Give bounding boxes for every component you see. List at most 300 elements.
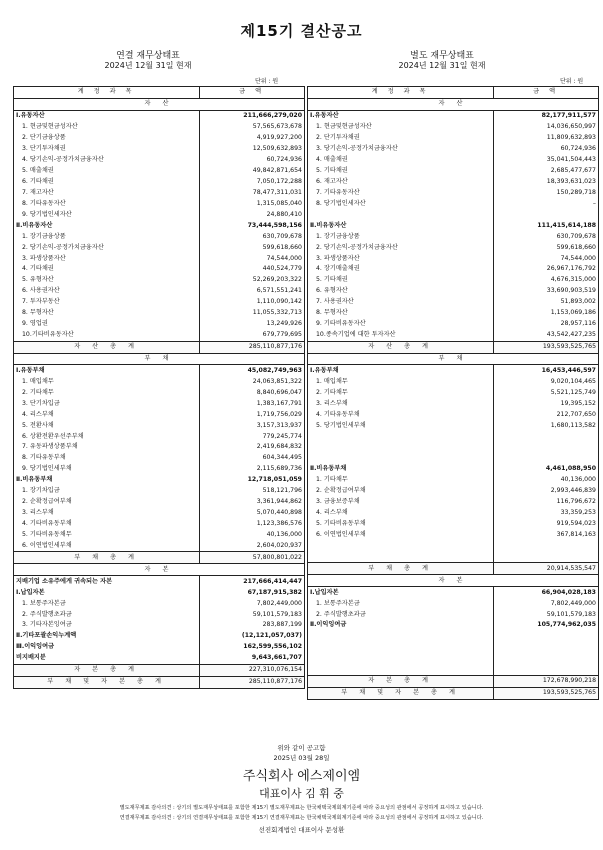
- amount-value: 82,177,911,577: [494, 110, 599, 121]
- table-row: [308, 220, 599, 231]
- amount-value: 2,115,689,736: [200, 464, 305, 475]
- amount-value: 7,050,172,288: [200, 177, 305, 188]
- table-row: [308, 598, 599, 609]
- amount-value: 40,136,000: [200, 530, 305, 541]
- table-row: [308, 609, 599, 620]
- total-row: [308, 563, 599, 575]
- column-header-account: 계 정 과 목: [308, 87, 494, 99]
- table-row: [14, 166, 305, 177]
- account-label: 4. 장기매출채권: [316, 265, 360, 273]
- account-label: 3. 리스부채: [316, 399, 348, 407]
- total-row: [308, 675, 599, 687]
- amount-value: 9,643,661,707: [200, 653, 305, 664]
- account-label: [308, 540, 494, 551]
- table-row: [14, 576, 305, 587]
- amount-value: 4,919,927,200: [200, 133, 305, 144]
- amount-value: 26,967,176,792: [494, 264, 599, 275]
- account-label: 8. 당기법인세자산: [316, 199, 366, 207]
- amount-value: 150,289,718: [494, 187, 599, 198]
- account-label: Ⅱ.기타포괄손익누계액: [16, 632, 77, 640]
- amount-value: 105,774,962,035: [494, 620, 599, 631]
- amount-value: 24,063,851,322: [200, 376, 305, 387]
- amount-value: 630,709,678: [494, 231, 599, 242]
- consolidated-heading-block: [13, 51, 283, 71]
- separate-unit: 단위 : 원: [560, 78, 584, 85]
- amount-value: 599,618,660: [494, 242, 599, 253]
- amount-value: [494, 664, 599, 675]
- table-row: [14, 475, 305, 486]
- table-row: [308, 122, 599, 133]
- column-header-amount: 금 액: [200, 87, 305, 99]
- notice-line: 위와 같이 공고함: [277, 744, 326, 752]
- table-row: [308, 264, 599, 275]
- account-label: 4. 당기손익-공정가치금융자산: [22, 156, 104, 164]
- table-row: [14, 209, 305, 220]
- account-label: Ⅲ.이익잉여금: [16, 643, 55, 651]
- column-header-account: 계 정 과 목: [14, 87, 200, 99]
- amount-value: 1,153,069,186: [494, 308, 599, 319]
- amount-value: 59,101,579,183: [494, 609, 599, 620]
- account-label: 6. 기타채권: [22, 177, 54, 185]
- account-label: 부 채 총 계: [308, 563, 494, 575]
- amount-value: 285,110,877,176: [200, 676, 305, 688]
- account-label: 7. 재고자산: [22, 188, 54, 196]
- account-label: 6. 유형자산: [316, 287, 348, 295]
- account-label: 10.기타비유동자산: [22, 331, 74, 339]
- account-label: 부 채 총 계: [14, 552, 200, 564]
- table-row: [308, 376, 599, 387]
- section-label: 자 본: [308, 575, 599, 587]
- table-row: [308, 519, 599, 530]
- section-header-row: [308, 353, 599, 365]
- account-label: 1. 장기금융상품: [316, 232, 360, 240]
- table-row: [308, 431, 599, 442]
- account-label: 2. 단기금융상품: [22, 134, 66, 142]
- amount-value: 604,344,495: [200, 453, 305, 464]
- table-row: [14, 286, 305, 297]
- account-label: 3. 기타자본잉여금: [22, 621, 72, 629]
- table-row: [308, 242, 599, 253]
- consolidated-rows: [14, 98, 305, 688]
- amount-value: 11,055,332,713: [200, 308, 305, 319]
- table-row: [308, 330, 599, 341]
- section-label: 자 본: [14, 564, 305, 576]
- amount-value: [494, 431, 599, 442]
- table-row: [308, 177, 599, 188]
- amount-value: 2,419,684,832: [200, 442, 305, 453]
- amount-value: 1,315,085,040: [200, 198, 305, 209]
- account-label: 5. 기타비유동부채: [316, 520, 366, 528]
- account-label: 2. 기타채무: [316, 388, 348, 396]
- account-label: [308, 551, 494, 562]
- amount-value: 78,477,311,031: [200, 187, 305, 198]
- amount-value: 440,524,779: [200, 264, 305, 275]
- table-row: [308, 275, 599, 286]
- table-row: [308, 187, 599, 198]
- account-label: 3. 금융보증부채: [316, 498, 360, 506]
- account-label: Ⅰ.유동자산: [16, 112, 45, 120]
- table-row: [14, 497, 305, 508]
- account-label: 1. 현금및현금성자산: [22, 123, 78, 131]
- amount-value: 66,904,028,183: [494, 587, 599, 598]
- account-label: 자 본 총 계: [14, 664, 200, 676]
- amount-value: 679,779,695: [200, 330, 305, 341]
- table-row: [308, 620, 599, 631]
- table-row: [308, 420, 599, 431]
- table-row: [308, 475, 599, 486]
- account-label: 3. 단기투자채권: [22, 145, 66, 153]
- table-row: [308, 308, 599, 319]
- amount-value: 13,249,926: [200, 319, 305, 330]
- table-row: [14, 642, 305, 653]
- account-label: 6. 사용권자산: [22, 287, 60, 295]
- account-label: 4. 리스부채: [22, 410, 54, 418]
- amount-value: 285,110,877,176: [200, 341, 305, 353]
- account-label: 4. 매출채권: [316, 156, 348, 164]
- amount-value: 630,709,678: [200, 231, 305, 242]
- account-label: [308, 664, 494, 675]
- amount-value: 1,383,167,791: [200, 398, 305, 409]
- table-row: [14, 330, 305, 341]
- table-row: [14, 144, 305, 155]
- table-row: [308, 155, 599, 166]
- amount-value: 111,415,614,188: [494, 220, 599, 231]
- account-label: 8. 기타유동부채: [22, 454, 66, 462]
- table-row: [14, 442, 305, 453]
- account-label: 4. 기타유동부채: [316, 410, 360, 418]
- table-row: [14, 264, 305, 275]
- amount-value: 73,444,598,156: [200, 220, 305, 231]
- table-row: [14, 653, 305, 664]
- total-row: [308, 687, 599, 699]
- amount-value: 4,461,088,950: [494, 464, 599, 475]
- account-label: 6. 이연법인세부채: [22, 541, 72, 549]
- amount-value: 919,594,023: [494, 519, 599, 530]
- account-label: 9. 기타비유동자산: [316, 320, 366, 328]
- section-header-row: [14, 353, 305, 365]
- table-row: [308, 642, 599, 653]
- amount-value: 74,544,000: [494, 253, 599, 264]
- amount-value: 7,802,449,000: [494, 598, 599, 609]
- table-row: [14, 220, 305, 231]
- account-label: 7. 유동파생상품부채: [22, 443, 78, 451]
- table-row: [14, 530, 305, 541]
- amount-value: 74,544,000: [200, 253, 305, 264]
- amount-value: 11,809,632,893: [494, 133, 599, 144]
- account-label: 5. 매출채권: [22, 167, 54, 175]
- account-label: Ⅱ.비유동부채: [310, 465, 347, 473]
- consolidated-balance-sheet: [13, 86, 305, 689]
- table-row: [14, 133, 305, 144]
- notice-date: 2025년 03월 28일: [273, 754, 330, 762]
- account-label: 5. 기타채권: [316, 167, 348, 175]
- table-row: [308, 540, 599, 551]
- table-row: [308, 286, 599, 297]
- table-row: [308, 508, 599, 519]
- amount-value: 1,680,113,582: [494, 420, 599, 431]
- amount-value: [494, 209, 599, 220]
- amount-value: 57,800,801,022: [200, 552, 305, 564]
- table-row: [308, 653, 599, 664]
- table-row: [14, 319, 305, 330]
- account-label: 1. 현금및현금성자산: [316, 123, 372, 131]
- amount-value: 6,571,551,241: [200, 286, 305, 297]
- account-label: 1. 매입채무: [316, 377, 348, 385]
- amount-value: 1,123,386,576: [200, 519, 305, 530]
- account-label: 1. 보통주자본금: [316, 599, 360, 607]
- account-label: 5. 유형자산: [22, 276, 54, 284]
- section-label: 부 채: [308, 353, 599, 365]
- table-row: [14, 587, 305, 598]
- account-label: [308, 631, 494, 642]
- account-label: 2. 당기손익-공정가치금융자산: [316, 243, 398, 251]
- amount-value: 217,666,414,447: [200, 576, 305, 587]
- table-row: [308, 664, 599, 675]
- amount-value: 9,020,104,465: [494, 376, 599, 387]
- amount-value: [494, 540, 599, 551]
- amount-value: (12,121,057,037): [200, 631, 305, 642]
- account-label: Ⅰ.납입자본: [16, 588, 45, 596]
- table-row: [308, 442, 599, 453]
- table-row: [308, 587, 599, 598]
- amount-value: 2,993,446,839: [494, 486, 599, 497]
- amount-value: 57,565,673,678: [200, 122, 305, 133]
- amount-value: –: [494, 198, 599, 209]
- table-row: [14, 242, 305, 253]
- total-row: [14, 664, 305, 676]
- account-label: 9. 영업권: [22, 320, 48, 328]
- amount-value: 12,718,051,059: [200, 475, 305, 486]
- account-label: 1. 기타채무: [316, 476, 348, 484]
- account-label: [308, 431, 494, 442]
- page-title: 제15기 결산공고: [240, 22, 363, 40]
- amount-value: [494, 453, 599, 464]
- section-header-row: [14, 564, 305, 576]
- separate-date: 2024년 12월 31일 현재: [398, 61, 486, 70]
- amount-value: 33,359,253: [494, 508, 599, 519]
- account-label: 6. 상환전환우선주부채: [22, 432, 84, 440]
- account-label: 1. 장기차입금: [22, 487, 60, 495]
- table-row: [308, 387, 599, 398]
- amount-value: 2,685,477,677: [494, 166, 599, 177]
- amount-value: 3,157,313,937: [200, 420, 305, 431]
- amount-value: 52,269,203,322: [200, 275, 305, 286]
- amount-value: 33,690,903,519: [494, 286, 599, 297]
- section-header-row: [308, 575, 599, 587]
- amount-value: 518,121,796: [200, 486, 305, 497]
- column-header-amount: 금 액: [494, 87, 599, 99]
- account-label: 부 채 및 자 본 총 계: [308, 687, 494, 699]
- account-label: 5. 전환사채: [22, 421, 54, 429]
- amount-value: [494, 442, 599, 453]
- table-row: [14, 620, 305, 631]
- account-label: 자 산 총 계: [14, 341, 200, 353]
- account-label: 8. 무형자산: [22, 309, 54, 317]
- account-label: 5. 기타채권: [316, 276, 348, 284]
- account-label: 2. 순확정급여부채: [22, 498, 72, 506]
- separate-heading: 별도 재무상태표: [410, 51, 474, 61]
- amount-value: 172,678,990,218: [494, 675, 599, 687]
- amount-value: 193,593,525,765: [494, 341, 599, 353]
- table-row: [14, 275, 305, 286]
- consolidated-heading: 연결 재무상태표: [116, 51, 180, 61]
- account-label: 7. 사용권자산: [316, 298, 354, 306]
- consolidated-date: 2024년 12월 31일 현재: [104, 61, 192, 70]
- amount-value: 60,724,936: [200, 155, 305, 166]
- table-row: [14, 453, 305, 464]
- account-label: 지배기업 소유주에게 귀속되는 자본: [16, 577, 113, 585]
- table-row: [14, 420, 305, 431]
- amount-value: 40,136,000: [494, 475, 599, 486]
- amount-value: 599,618,660: [200, 242, 305, 253]
- account-label: 3. 리스부채: [22, 509, 54, 517]
- audit-opinion-consolidated: 연결재무제표 감사의견 : 상기의 연결재무상태표를 포함한 제15기 연결재무제표는 한국채택국제회계기준에 따라 중요성의 관점에서 공정하게 표시하고 있습니다.: [119, 815, 484, 821]
- account-label: 1. 장기금융상품: [22, 232, 66, 240]
- table-row: [308, 398, 599, 409]
- account-label: [308, 453, 494, 464]
- amount-value: [494, 551, 599, 562]
- section-header-row: [308, 98, 599, 110]
- table-row: [308, 144, 599, 155]
- account-label: [308, 642, 494, 653]
- separate-rows: [308, 98, 599, 699]
- table-row: [14, 253, 305, 264]
- table-row: [14, 110, 305, 121]
- amount-value: [494, 631, 599, 642]
- table-row: [308, 231, 599, 242]
- amount-value: 8,840,696,047: [200, 387, 305, 398]
- amount-value: 43,542,427,235: [494, 330, 599, 341]
- table-row: [14, 187, 305, 198]
- separate-balance-sheet: [307, 86, 599, 700]
- amount-value: 1,110,090,142: [200, 297, 305, 308]
- account-label: Ⅰ.납입자본: [310, 588, 339, 596]
- table-row: [14, 122, 305, 133]
- table-header-row: [14, 87, 305, 99]
- account-label: 4. 기타채권: [22, 265, 54, 273]
- account-label: 2. 주식발행초과금: [316, 610, 366, 618]
- account-label: 3. 당기손익-공정가치금융자산: [316, 145, 398, 153]
- table-row: [14, 365, 305, 376]
- table-row: [308, 297, 599, 308]
- table-row: [308, 409, 599, 420]
- account-label: 3. 파생상품자산: [316, 254, 360, 262]
- account-label: 자 본 총 계: [308, 675, 494, 687]
- audit-opinion-separate: 별도재무제표 감사의견 : 상기의 별도재무상태표를 포함한 제15기 별도재무제표는 한국채택국제회계기준에 따라 중요성의 관점에서 공정하게 표시하고 있습니다.: [119, 805, 484, 811]
- amount-value: 4,676,315,000: [494, 275, 599, 286]
- table-row: [308, 198, 599, 209]
- total-row: [308, 341, 599, 353]
- account-label: Ⅰ.유동부채: [16, 366, 45, 374]
- table-row: [308, 209, 599, 220]
- account-label: 7. 투자부동산: [22, 298, 60, 306]
- account-label: 9. 당기법인세자산: [22, 210, 72, 218]
- table-row: [308, 464, 599, 475]
- account-label: Ⅰ.유동자산: [310, 112, 339, 120]
- amount-value: 193,593,525,765: [494, 687, 599, 699]
- amount-value: 18,393,631,023: [494, 177, 599, 188]
- table-row: [14, 431, 305, 442]
- account-label: Ⅱ.비유동자산: [310, 221, 347, 229]
- amount-value: 367,814,163: [494, 530, 599, 541]
- table-row: [14, 464, 305, 475]
- table-row: [14, 155, 305, 166]
- table-row: [308, 453, 599, 464]
- account-label: 7. 기타유동자산: [316, 188, 360, 196]
- amount-value: 5,521,125,749: [494, 387, 599, 398]
- auditor-name: 선진회계법인 대표이사 문성환: [258, 826, 345, 834]
- table-row: [14, 231, 305, 242]
- account-label: 6. 재고자산: [316, 177, 348, 185]
- account-label: 2. 기타채무: [22, 388, 54, 396]
- total-row: [14, 552, 305, 564]
- table-row: [308, 253, 599, 264]
- amount-value: 28,957,116: [494, 319, 599, 330]
- account-label: 8. 기타유동자산: [22, 199, 66, 207]
- amount-value: 67,187,915,382: [200, 587, 305, 598]
- table-row: [14, 297, 305, 308]
- ceo-name: 대표이사 김 휘 중: [259, 787, 344, 800]
- table-row: [14, 540, 305, 551]
- table-row: [14, 486, 305, 497]
- amount-value: [494, 653, 599, 664]
- account-label: 2. 순확정급여부채: [316, 487, 366, 495]
- account-label: 2. 당기손익-공정가치금융자산: [22, 243, 104, 251]
- account-label: 2. 주식발행초과금: [22, 610, 72, 618]
- amount-value: 20,914,535,547: [494, 563, 599, 575]
- account-label: [308, 209, 494, 220]
- account-label: 3. 파생상품자산: [22, 254, 66, 262]
- amount-value: 3,361,944,862: [200, 497, 305, 508]
- amount-value: 51,893,002: [494, 297, 599, 308]
- amount-value: 779,245,774: [200, 431, 305, 442]
- table-row: [14, 519, 305, 530]
- section-label: 자 산: [308, 98, 599, 110]
- table-row: [14, 308, 305, 319]
- company-name: 주식회사 에스제이엠: [242, 769, 361, 784]
- account-label: 4. 기타비유동부채: [22, 520, 72, 528]
- table-row: [308, 319, 599, 330]
- amount-value: 24,880,410: [200, 209, 305, 220]
- amount-value: 116,796,672: [494, 497, 599, 508]
- account-label: 5. 기타비유동채무: [22, 530, 72, 538]
- amount-value: 1,719,756,029: [200, 409, 305, 420]
- table-row: [14, 598, 305, 609]
- amount-value: 12,509,632,893: [200, 144, 305, 155]
- amount-value: 35,041,504,443: [494, 155, 599, 166]
- table-row: [14, 177, 305, 188]
- amount-value: 14,036,650,997: [494, 122, 599, 133]
- account-label: 자 산 총 계: [308, 341, 494, 353]
- amount-value: 211,666,279,020: [200, 110, 305, 121]
- account-label: 1. 매입채무: [22, 377, 54, 385]
- account-label: 8. 무형자산: [316, 309, 348, 317]
- table-row: [308, 166, 599, 177]
- account-label: Ⅱ.비유동부채: [16, 476, 53, 484]
- account-label: [308, 442, 494, 453]
- table-row: [14, 376, 305, 387]
- account-label: 4. 리스부채: [316, 509, 348, 517]
- account-label: 부 채 및 자 본 총 계: [14, 676, 200, 688]
- account-label: 9. 당기법인세부채: [22, 465, 72, 473]
- separate-heading-block: [307, 51, 577, 71]
- account-label: Ⅰ.유동부채: [310, 366, 339, 374]
- table-row: [14, 409, 305, 420]
- table-row: [308, 110, 599, 121]
- table-row: [14, 631, 305, 642]
- table-row: [308, 631, 599, 642]
- table-row: [14, 508, 305, 519]
